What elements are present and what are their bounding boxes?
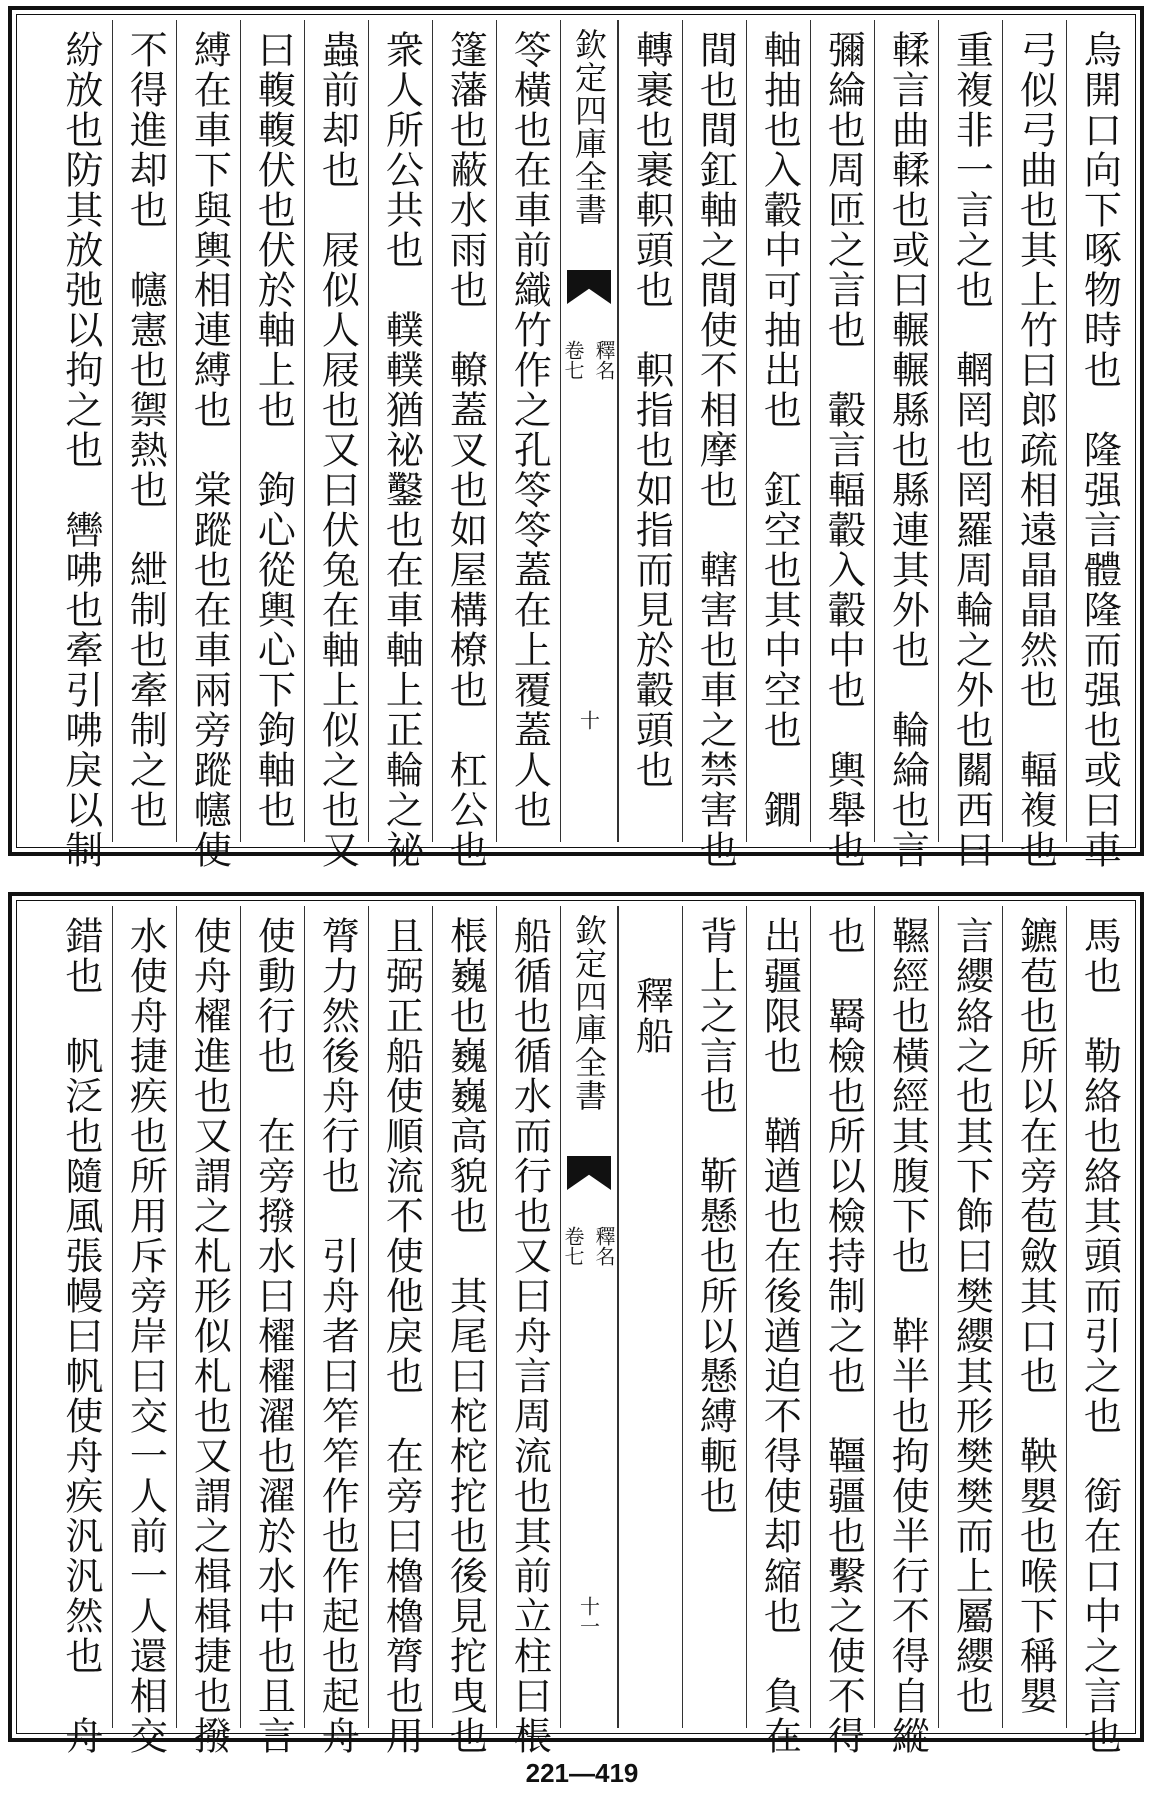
volume-number: 卷七	[561, 340, 585, 380]
text-column	[938, 906, 1002, 1728]
folio-number: 十	[576, 710, 601, 730]
text-column	[368, 20, 432, 870]
text-column	[1066, 906, 1130, 1756]
text-column	[746, 20, 810, 842]
text-column	[496, 20, 560, 842]
column-text: 軸抽也入轂中可抽出也 釭空也其中空也 鐗	[757, 30, 802, 830]
column-text: 彌綸也周匝之言也 轂言輻轂入轂中也 輿舉也	[821, 30, 866, 870]
text-column	[1002, 20, 1066, 870]
text-column	[240, 20, 304, 842]
bottom-columns	[22, 906, 1130, 1756]
text-column	[618, 20, 682, 842]
page-number: 221—419	[525, 1758, 639, 1788]
column-text: 船循也循水而行也又曰舟言周流也其前立柱曰棖	[507, 916, 552, 1756]
column-text: 縛在車下與輿相連縛也 棠蹤也在車兩旁蹤幰使	[187, 30, 232, 870]
fish-tail-mark	[567, 1156, 611, 1190]
text-column	[682, 20, 746, 870]
volume-label	[559, 1226, 619, 1266]
running-head-title: 欽定四庫全書	[570, 914, 608, 1112]
text-column	[1002, 906, 1066, 1728]
text-column	[112, 20, 176, 842]
text-column	[746, 906, 810, 1756]
column-text: 使舟櫂進也又謂之札形似札也又謂之楫楫捷也撥	[187, 916, 232, 1756]
column-text: 且弼正船使順流不使他戾也 在旁曰櫓櫓膂也用	[379, 916, 424, 1756]
text-column	[810, 906, 874, 1756]
text-column	[1066, 20, 1130, 870]
column-text: 弓似弓曲也其上竹曰郎疏相遠晶晶然也 輻複也	[1013, 30, 1058, 870]
column-text: 曰輹輹伏也伏於軸上也 鉤心從輿心下鉤軸也	[251, 30, 296, 830]
text-column	[112, 906, 176, 1756]
volume-number: 卷七	[561, 1226, 585, 1266]
running-head	[560, 20, 618, 842]
text-column	[682, 906, 746, 1728]
text-column	[432, 906, 496, 1756]
text-column	[304, 906, 368, 1756]
text-column	[874, 20, 938, 870]
text-column	[176, 20, 240, 870]
column-text: 棖巍也巍巍高貌也 其尾曰柁柁拕也後見拕曳也	[443, 916, 488, 1756]
column-text: 膂力然後舟行也 引舟者曰笮笮作也作起也起舟	[315, 916, 360, 1756]
column-text: 鑣苞也所以在旁苞斂其口也 鞅嬰也喉下稱嬰	[1013, 916, 1058, 1716]
column-text: 笭橫也在車前織竹作之孔笭笭蓋在上覆蓋人也	[507, 30, 552, 830]
text-column	[938, 20, 1002, 870]
column-text: 馬也 勒絡也絡其頭而引之也 銜在口中之言也	[1077, 916, 1122, 1756]
text-column	[874, 906, 938, 1756]
folio-number: 十一	[576, 1596, 601, 1636]
column-text: 也 羇檢也所以檢持制之也 韁疆也繫之使不得	[821, 916, 866, 1756]
column-text: 轉裹也裹軹頭也 軹指也如指而見於轂頭也	[629, 30, 674, 790]
column-text: 衆人所公共也 轐轐猶祕鑿也在車軸上正輪之祕	[379, 30, 424, 870]
text-column	[48, 906, 112, 1756]
top-page	[8, 6, 1144, 870]
text-column	[48, 20, 112, 870]
column-text: 蟲前却也 屐似人屐也又曰伏兔在軸上似之也又	[315, 30, 360, 870]
text-column	[240, 906, 304, 1756]
running-head	[560, 906, 618, 1728]
text-column	[432, 20, 496, 870]
text-column	[496, 906, 560, 1756]
column-text: 錯也 帆泛也隨風張幔曰帆使舟疾汎汎然也 舟	[58, 916, 103, 1756]
column-text: 輮言曲輮也或曰輾輾縣也縣連其外也 輪綸也言	[885, 30, 930, 870]
column-text: 篷藩也蔽水雨也 轑蓋叉也如屋構橑也 杠公也	[443, 30, 488, 870]
book-name: 釋名	[592, 340, 616, 380]
text-column	[176, 906, 240, 1756]
book-name: 釋名	[592, 1226, 616, 1266]
text-column	[304, 20, 368, 870]
running-head-title: 欽定四庫全書	[570, 28, 608, 226]
column-text: 使動行也 在旁撥水曰櫂櫂濯也濯於水中也且言	[251, 916, 296, 1756]
volume-label	[559, 340, 619, 380]
bottom-page	[8, 892, 1144, 1756]
text-column	[368, 906, 432, 1756]
top-columns	[22, 20, 1130, 870]
column-text: 出疆限也 鞧遒也在後遒迫不得使却縮也 負在	[757, 916, 802, 1756]
section-heading-column	[618, 906, 682, 1728]
column-text: 紛放也防其放弛以拘之也 轡咈也牽引咈戾以制	[58, 30, 103, 870]
column-text: 言纓絡之也其下飾曰樊纓其形樊樊而上屬纓也	[949, 916, 994, 1716]
column-text: 烏開口向下啄物時也 隆强言體隆而强也或曰車	[1077, 30, 1122, 870]
section-heading: 釋船	[629, 976, 674, 1056]
column-text: 間也間釭軸之間使不相摩也 轄害也車之禁害也	[693, 30, 738, 870]
column-text: 水使舟捷疾也所用斥旁岸曰交一人前一人還相交	[123, 916, 168, 1756]
column-text: 韅經也橫經其腹下也 靽半也拘使半行不得自縱	[885, 916, 930, 1756]
column-text: 背上之言也 靳懸也所以懸縛軛也	[693, 916, 738, 1516]
column-text: 不得進却也 幰憲也禦熱也 紲制也牽制之也	[123, 30, 168, 830]
fish-tail-mark	[567, 270, 611, 304]
text-column	[810, 20, 874, 870]
column-text: 重複非一言之也 輞罔也罔羅周輪之外也關西曰	[949, 30, 994, 870]
